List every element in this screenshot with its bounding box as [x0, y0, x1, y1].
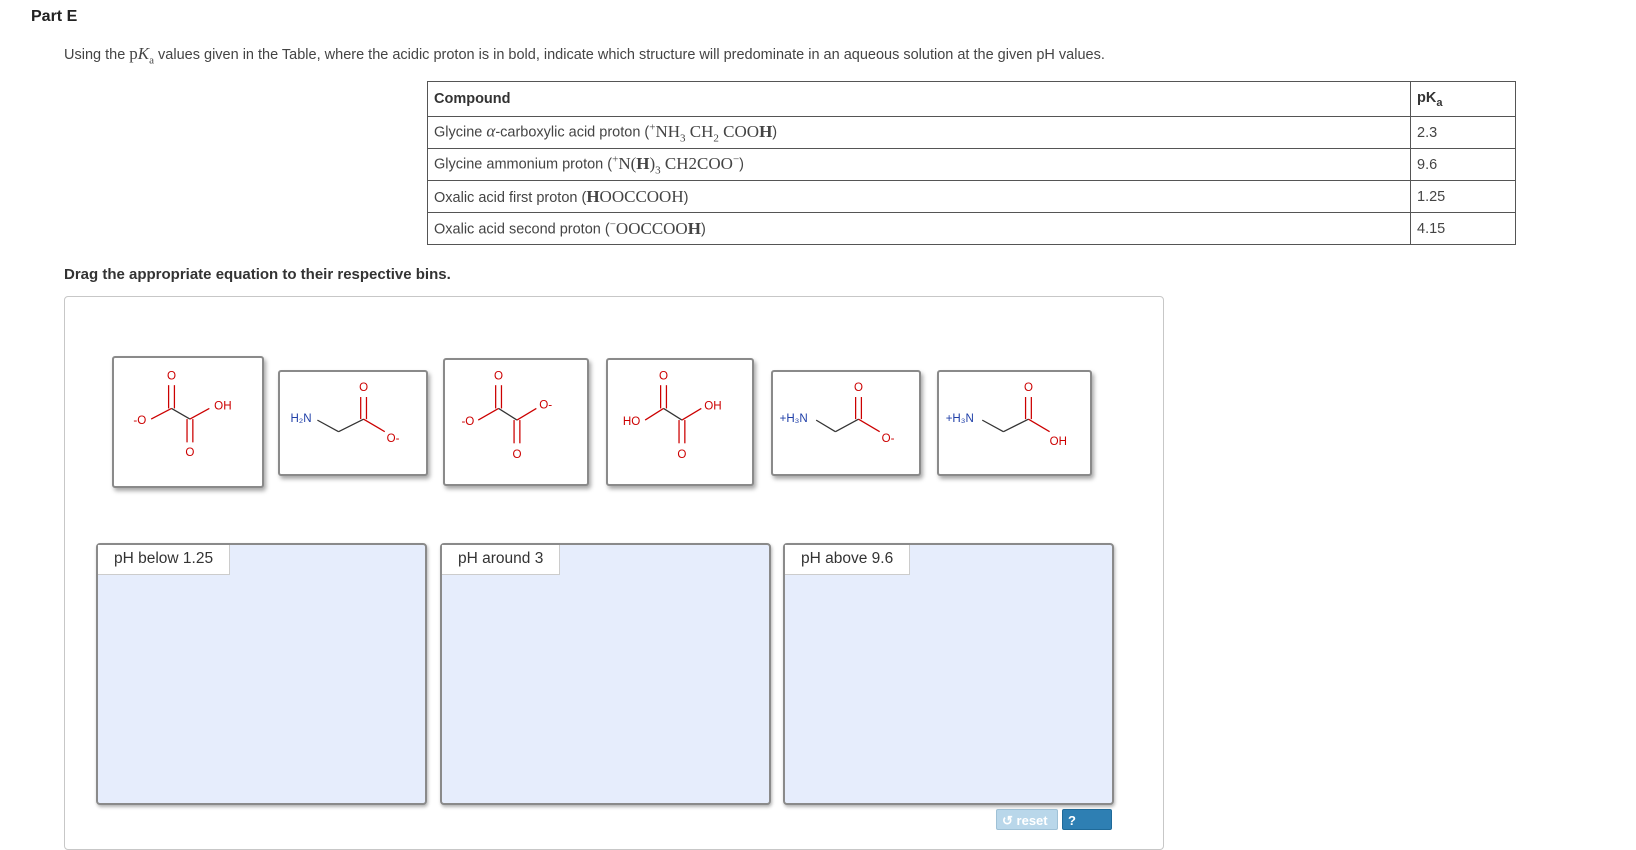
bin-label: pH around 3: [442, 545, 560, 575]
bin-ph-around-3[interactable]: [440, 543, 771, 805]
svg-text:+H₃N: +H₃N: [779, 413, 808, 426]
oxalic-acid-structure: [608, 360, 752, 484]
help-icon: ?: [1068, 813, 1076, 828]
table-row: [428, 117, 1516, 149]
svg-text:O-: O-: [386, 433, 400, 446]
header-pka: $pK_a$: [1411, 82, 1516, 117]
compound-cell: Glycine α-carboxylic acid proton ($^+NH_3$ $CH_2$ COOH): [428, 117, 1411, 149]
question-text-after: values given in the Table, where the acidic proton is in bold, indicate which structure will predominate in an aqueous solution at the given pH values.: [154, 47, 1105, 63]
glycinium-structure: [939, 372, 1090, 474]
svg-text:OH: OH: [1049, 436, 1067, 449]
svg-text:O: O: [659, 369, 669, 383]
structure-tile-hydrogen-oxalate[interactable]: [112, 356, 264, 488]
svg-text:O-: O-: [881, 433, 895, 446]
svg-text:HO: HO: [622, 414, 641, 428]
svg-text:-O: -O: [133, 413, 147, 427]
pka-cell: 2.3: [1411, 117, 1516, 149]
svg-text:O-: O-: [539, 398, 553, 412]
svg-text:O: O: [494, 369, 504, 383]
svg-text:O: O: [854, 382, 864, 395]
svg-text:OH: OH: [704, 399, 722, 413]
svg-text:-O: -O: [461, 414, 475, 428]
structure-tile-glycine-zwitterion[interactable]: [771, 370, 921, 476]
hydrogen-oxalate-structure: [114, 358, 262, 486]
table-row: [428, 181, 1516, 213]
compound-cell: Oxalic acid first proton (HOOCCOOH): [428, 181, 1411, 213]
pka-cell: 1.25: [1411, 181, 1516, 213]
structure-tile-oxalate[interactable]: [443, 358, 589, 486]
bin-ph-above-9-6[interactable]: [783, 543, 1114, 805]
glycine-zwitterion-structure: [773, 372, 919, 474]
reset-button[interactable]: ↺ reset: [996, 809, 1058, 830]
structure-tile-glycinium[interactable]: [937, 370, 1092, 476]
svg-text:O: O: [185, 445, 195, 459]
table-header-row: [428, 82, 1516, 117]
svg-text:H₂N: H₂N: [290, 413, 312, 426]
oxalate-structure: [445, 360, 587, 484]
pka-cell: 9.6: [1411, 149, 1516, 181]
question-text: [64, 44, 1105, 66]
svg-text:OH: OH: [214, 399, 232, 413]
svg-text:O: O: [512, 447, 522, 461]
svg-text:O: O: [677, 447, 687, 461]
compound-cell: Oxalic acid second proton (−OOCCOOH): [428, 213, 1411, 245]
help-button[interactable]: ? help: [1062, 809, 1112, 830]
bin-label: pH below 1.25: [98, 545, 230, 575]
structure-tile-oxalic-acid[interactable]: [606, 358, 754, 486]
reset-icon: ↺: [1002, 813, 1013, 828]
table-row: [428, 213, 1516, 245]
svg-text:O: O: [359, 382, 369, 395]
bin-ph-below-1-25[interactable]: [96, 543, 427, 805]
pka-symbol: $pK_a$: [129, 44, 155, 67]
drag-instruction: Drag the appropriate equation to their respective bins.: [64, 266, 451, 283]
compound-cell: Glycine ammonium proton ($^+N(H)_3$ CH2COO−): [428, 149, 1411, 181]
bin-label: pH above 9.6: [785, 545, 910, 575]
part-title: Part E: [31, 8, 78, 25]
question-text-before: Using the: [64, 47, 130, 63]
svg-text:O: O: [1023, 382, 1033, 395]
svg-text:+H₃N: +H₃N: [945, 413, 974, 426]
header-compound: Compound: [428, 82, 1411, 117]
glycinate-structure: [280, 372, 426, 474]
svg-text:O: O: [166, 369, 177, 383]
pka-cell: 4.15: [1411, 213, 1516, 245]
table-row: [428, 149, 1516, 181]
structure-tile-glycinate[interactable]: [278, 370, 428, 476]
pka-table: [427, 81, 1516, 245]
